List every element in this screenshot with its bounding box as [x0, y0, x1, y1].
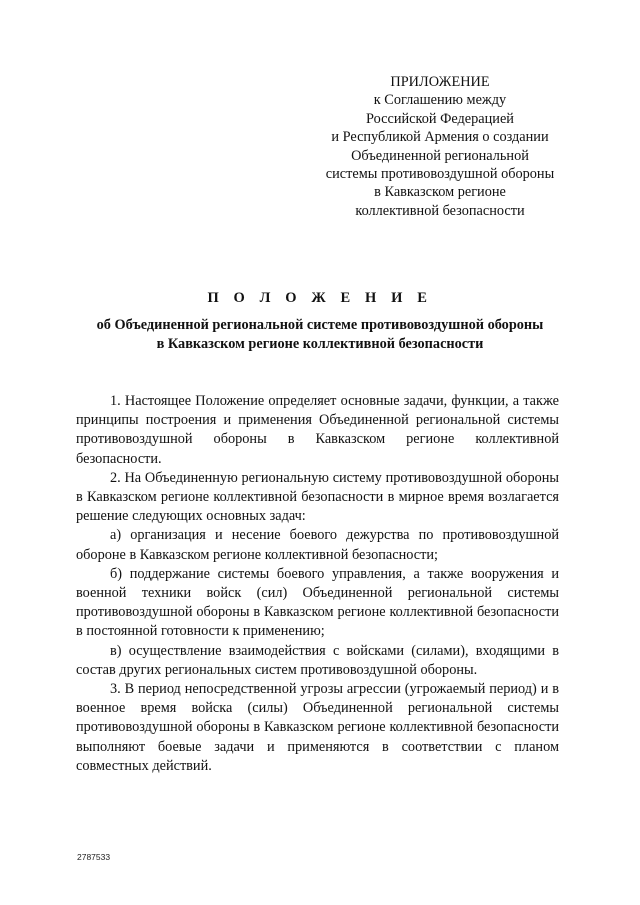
paragraph-3: 3. В период непосредственной угрозы агрессии (угрожаемый период) и в военное время войска (силы) Объединенной региональной системы противовоздушной обороны в Кавказском регионе коллективной безопасности выполняют боевые задачи и применяются в соответствии с планом совместных действий.	[76, 681, 559, 774]
subtitle-line: в Кавказском регионе коллективной безопасности	[156, 336, 484, 352]
paragraph-2: 2. На Объединенную региональную систему противовоздушной обороны в Кавказском регионе коллективной безопасности в мирное время возлагается решение следующих основных задач:	[76, 469, 559, 525]
appendix-title: ПРИЛОЖЕНИЕ	[390, 74, 490, 90]
paragraph-2c: в) осуществление взаимодействия с войсками (силами), входящими в состав других региональных систем противовоздушной обороны.	[76, 642, 559, 678]
subtitle-line: об Объединенной региональной системе противовоздушной обороны	[96, 317, 544, 333]
document-title: П О Л О Ж Е Н И Е	[207, 290, 433, 306]
appendix-line: Российской Федерацией	[366, 110, 514, 127]
paragraph-2b: б) поддержание системы боевого управления, а также вооружения и военной техники войск (сил) Объединенной региональной системы противовоздушной обороны в Кавказском регионе коллективной безопасности в постоянной готовности к применению;	[76, 565, 559, 640]
paragraph-1: 1. Настоящее Положение определяет основные задачи, функции, а также принципы построения и применения Объединенной региональной системы противовоздушной обороны в Кавказском регионе коллективной безопасности.	[76, 393, 559, 467]
appendix-line: и Республикой Армения о создании	[331, 129, 549, 146]
document-subtitle	[60, 316, 580, 354]
appendix-line: коллективной безопасности	[355, 202, 525, 219]
appendix-header	[300, 73, 580, 220]
appendix-line: системы противовоздушной обороны	[325, 166, 555, 183]
paragraph-2a: а) организация и несение боевого дежурства по противовоздушной обороне в Кавказском регионе коллективной безопасности;	[76, 527, 559, 563]
document-code: 2787533	[77, 852, 111, 862]
appendix-line: Объединенной региональной	[351, 147, 529, 164]
appendix-line: к Соглашению между	[373, 92, 507, 109]
appendix-line: в Кавказском регионе	[374, 184, 506, 201]
document-body	[76, 392, 559, 776]
